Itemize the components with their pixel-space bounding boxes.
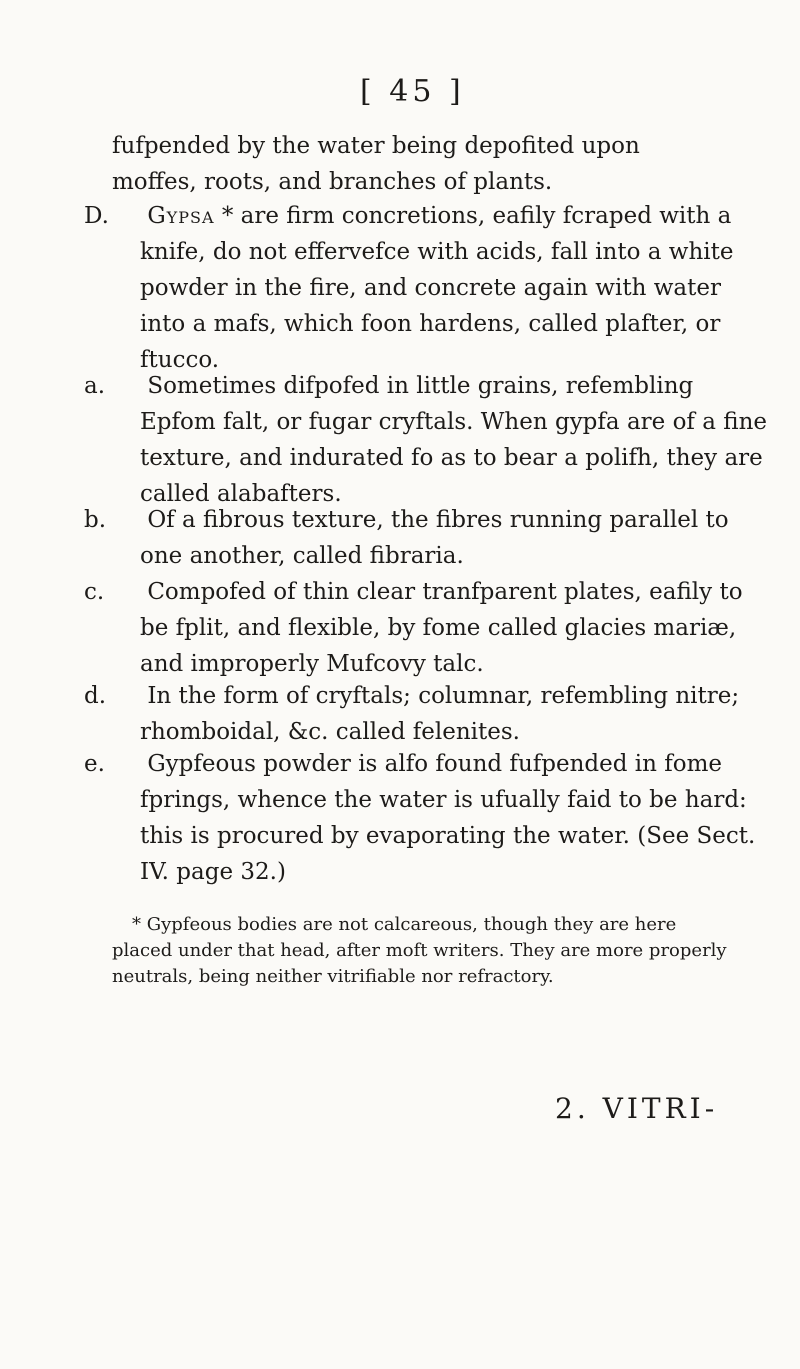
continuation-line-2: moffes, roots, and branches of plants.: [112, 169, 553, 195]
entry-text: are firm concretions, eafily fcraped with a knife, do not effervefce with acids, fall into a white powder in the fire, and concrete again with water into a mafs, which foon hardens, called plafter, or ftucco.: [140, 203, 734, 373]
item-text: Compofed of thin clear tranfparent plates, eafily to be fplit, and flexible, by fome called glacies mariæ, and improperly Mufcovy talc.: [140, 579, 743, 677]
footnote: [112, 912, 742, 990]
item-text: Of a fibrous texture, the fibres running parallel to one another, called fibraria.: [140, 507, 729, 569]
item-text: Gypfeous powder is alfo found fufpended in fome fprings, whence the water is ufually faid to be hard: this is procured by evaporating the water. (See Sect. IV. page 32.): [140, 751, 756, 885]
continuation-line-1: fufpended by the water being depofited upon: [112, 133, 640, 159]
continuation-text: [112, 128, 742, 200]
item-marker: b.: [84, 507, 107, 533]
list-item: [84, 746, 770, 890]
gypsa-entry: [84, 198, 770, 378]
list-item: [84, 678, 770, 750]
list-item: [84, 368, 770, 512]
footnote-text: Gypfeous bodies are not calcareous, though they are here placed under that head, after moft writers. They are more properly neutrals, being neither vitrifiable nor refractory.: [112, 914, 727, 987]
item-marker: d.: [84, 683, 107, 709]
page-number: [ 45 ]: [360, 74, 465, 109]
item-marker: c.: [84, 579, 105, 605]
entry-heading: Gypsa: [147, 203, 215, 229]
footnote-marker: *: [132, 914, 141, 935]
item-text: In the form of cryftals; columnar, refembling nitre; rhomboidal, &c. called felenites.: [140, 683, 740, 745]
entry-marker: D.: [84, 203, 109, 229]
item-marker: a.: [84, 373, 106, 399]
footnote-reference: *: [221, 203, 234, 229]
item-marker: e.: [84, 751, 105, 777]
list-item: [84, 502, 770, 574]
catchword: 2. VITRI-: [555, 1092, 719, 1125]
item-text: Sometimes difpofed in little grains, refembling Epfom falt, or fugar cryftals. When gypfa are of a fine texture, and indurated fo as to bear a polifh, they are called alabafters.: [140, 373, 768, 507]
list-item: [84, 574, 770, 682]
